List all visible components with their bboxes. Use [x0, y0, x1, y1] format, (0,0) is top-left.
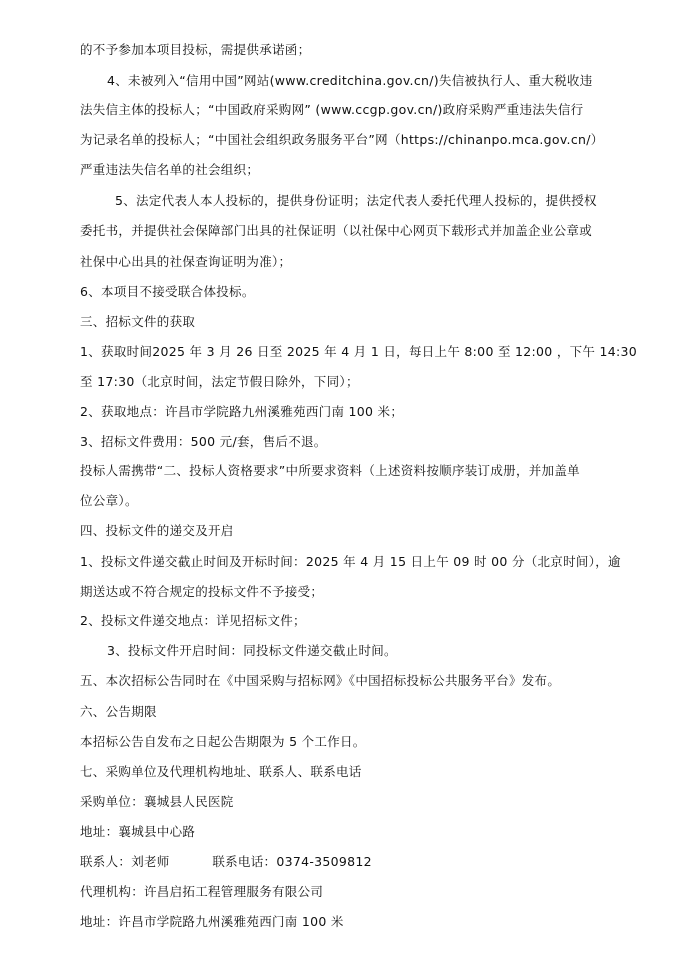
- text-line: 法失信主体的投标人；“中国政府采购网” (www.ccgp.gov.cn/)政府采购严重违法失信行: [80, 102, 584, 117]
- text-line: 5、法定代表人本人投标的，提供身份证明；法定代表人委托代理人投标的，提供授权: [115, 193, 597, 208]
- text-line: 3、投标文件开启时间：同投标文件递交截止时间。: [107, 643, 397, 658]
- text-line: 3、招标文件费用：500 元/套，售后不退。: [80, 434, 327, 449]
- text-line: 委托书，并提供社会保障部门出具的社保证明（以社保中心网页下载形式并加盖企业公章或: [80, 223, 593, 238]
- text-line: 采购单位：襄城县人民医院: [80, 794, 234, 809]
- text-line: 期送达或不符合规定的投标文件不予接受；: [80, 584, 324, 599]
- section-heading: 四、投标文件的递交及开启: [80, 523, 234, 538]
- text-line: 代理机构：许昌启拓工程管理服务有限公司: [80, 884, 324, 899]
- text-line: 2、获取地点：许昌市学院路九州溪雅苑西门南 100 米；: [80, 404, 404, 419]
- text-line: 1、获取时间2025 年 3 月 26 日至 2025 年 4 月 1 日，每日上午 8:00 至 12:00 ，下午 14:30: [80, 344, 638, 359]
- text-line: 1、投标文件递交截止时间及开标时间：2025 年 4 月 15 日上午 09 时 00 分（北京时间），逾: [80, 554, 621, 569]
- section-heading: 三、招标文件的获取: [80, 314, 196, 329]
- text-line: 位公章）。: [80, 493, 138, 508]
- text-line: 严重违法失信名单的社会组织；: [80, 162, 260, 177]
- text-line: 至 17:30（北京时间，法定节假日除外，下同）；: [80, 374, 359, 389]
- text-line: 2、投标文件递交地点：详见招标文件；: [80, 613, 306, 628]
- text-line: 社保中心出具的社保查询证明为准）；: [80, 254, 292, 269]
- text-line: 本招标公告自发布之日起公告期限为 5 个工作日。: [80, 734, 366, 749]
- text-line: 投标人需携带“二、投标人资格要求”中所要求资料（上述资料按顺序装订成册，并加盖单: [80, 463, 580, 478]
- text-line: 地址：许昌市学院路九州溪雅苑西门南 100 米: [80, 914, 344, 929]
- text-line: 4、未被列入“信用中国”网站(www.creditchina.gov.cn/)失信被执行人、重大税收违: [107, 73, 593, 88]
- text-line: 地址：襄城县中心路: [80, 824, 196, 839]
- section-heading: 六、公告期限: [80, 704, 157, 719]
- section-heading: 七、采购单位及代理机构地址、联系人、联系电话: [80, 764, 362, 779]
- section-heading: 五、本次招标公告同时在《中国采购与招标网》《中国招标投标公共服务平台》发布。: [80, 673, 561, 688]
- text-line: 6、本项目不接受联合体投标。: [80, 284, 255, 299]
- text-line: 的不予参加本项目投标，需提供承诺函；: [80, 42, 311, 57]
- text-line: 为记录名单的投标人；“中国社会组织政务服务平台”网（https://chinanpo.mca.gov.cn/）: [80, 132, 604, 147]
- text-line: 联系人：刘老师 联系电话：0374-3509812: [80, 854, 372, 869]
